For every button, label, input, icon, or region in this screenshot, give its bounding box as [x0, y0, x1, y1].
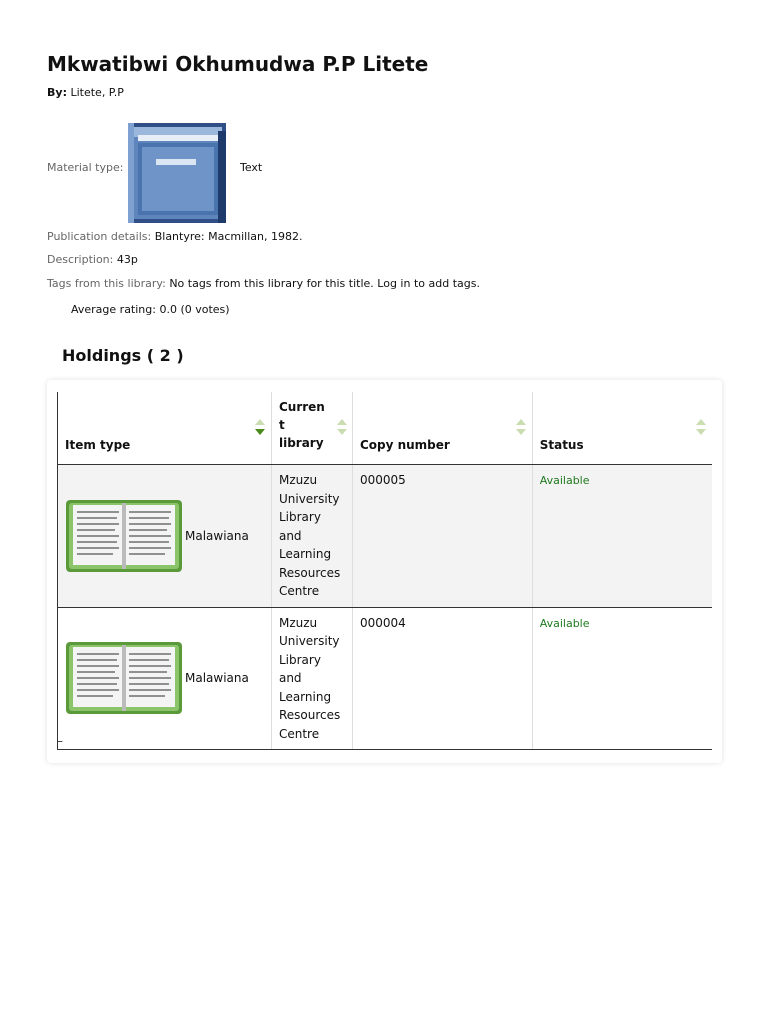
open-book-icon	[65, 498, 183, 574]
publication-row	[47, 230, 302, 243]
status-cell	[532, 465, 712, 608]
by-label: By	[47, 86, 63, 99]
tags-label: Tags from this library:	[47, 277, 166, 290]
sort-icon	[696, 418, 706, 436]
table-header-row	[58, 392, 713, 465]
library-cell: Mzuzu University Library and Learning Resources Centre	[271, 607, 352, 750]
item-type-label: Malawiana	[185, 671, 249, 685]
sort-icon	[516, 418, 526, 436]
status-badge: Available	[539, 474, 590, 487]
item-type-cell	[58, 607, 272, 750]
description-value: 43p	[116, 253, 138, 266]
column-header-copy-number[interactable]: Copy number	[352, 392, 532, 465]
copy-number-cell: 000004	[352, 607, 532, 750]
byline: By: Litete, P.P	[47, 86, 124, 99]
column-header-current-library[interactable]: Curren t library	[271, 392, 352, 465]
library-cell: Mzuzu University Library and Learning Resources Centre	[271, 465, 352, 608]
sort-desc-icon	[255, 418, 265, 436]
record-title: Mkwatibwi Okhumudwa P.P Litete	[47, 52, 429, 76]
holdings-footer: –	[57, 734, 63, 748]
table-row	[58, 465, 713, 608]
tags-value: No tags from this library for this title.	[169, 277, 374, 290]
copy-number-cell: 000005	[352, 465, 532, 608]
description-label: Description:	[47, 253, 114, 266]
publication-label: Publication details:	[47, 230, 152, 243]
average-rating: Average rating: 0.0 (0 votes)	[71, 303, 230, 316]
author-link[interactable]: Litete, P.P	[70, 86, 124, 99]
open-book-icon	[65, 640, 183, 716]
status-cell	[532, 607, 712, 750]
material-type-value: Text	[240, 161, 263, 174]
holdings-heading: Holdings ( 2 )	[62, 346, 184, 365]
column-header-item-type-label: Item type	[65, 438, 131, 452]
tags-row	[47, 277, 480, 290]
column-header-status[interactable]: Status	[532, 392, 712, 465]
holdings-panel	[47, 380, 722, 763]
sort-icon	[337, 418, 347, 436]
book-cover-icon	[128, 123, 226, 223]
publication-value[interactable]: Blantyre: Macmillan, 1982.	[154, 230, 303, 243]
material-type-label: Material type:	[47, 161, 124, 174]
description-row	[47, 253, 138, 266]
table-row	[58, 607, 713, 750]
item-type-cell	[58, 465, 272, 608]
column-header-item-type[interactable]	[58, 392, 272, 465]
login-to-add-tags-link[interactable]: Log in to add tags.	[377, 277, 480, 290]
item-type-label: Malawiana	[185, 528, 249, 543]
material-type-row	[47, 123, 447, 223]
status-badge: Available	[539, 616, 590, 630]
holdings-table	[57, 392, 712, 750]
